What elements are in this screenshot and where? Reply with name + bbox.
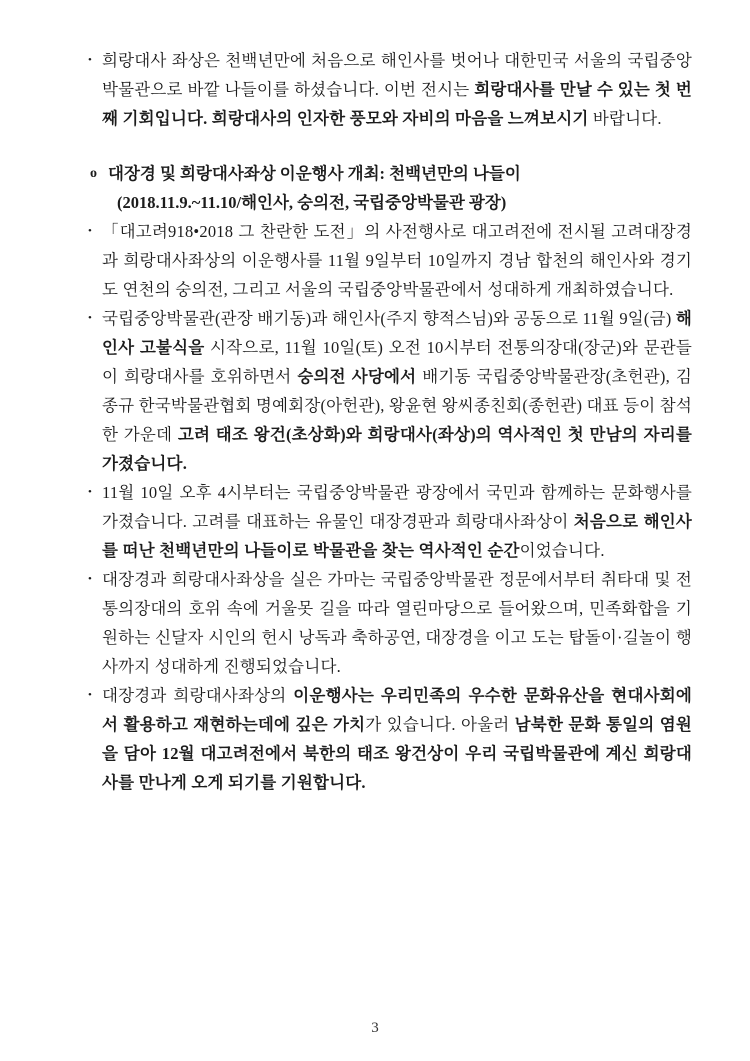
bold-text-run: 이운행사는 우리민족의 우수한 문화유산을 현대사회에서 활용하고 재현하는데에 깊은 가치 <box>102 686 693 734</box>
bullet-paragraph <box>88 681 692 797</box>
paragraph-text <box>102 565 692 681</box>
heading-marker: o <box>90 166 97 181</box>
paragraph-text <box>102 304 692 478</box>
document-body <box>88 46 692 797</box>
bullet-paragraph <box>88 217 692 304</box>
bullet-paragraph <box>88 565 692 681</box>
section-heading-title <box>88 159 692 188</box>
text-run: 국립중앙박물관(관장 배기동)과 해인사(주지 향적스님)와 공동으로 11월 9일(금) <box>102 309 676 328</box>
paragraph-text <box>102 217 692 304</box>
text-run: 배기동 국립중앙박물관장(초헌관), 김종규 한국박물관협회 명예회장(아헌관), 왕윤현 왕씨종친회(종헌관) 대표 등이 참석한 가운데 <box>102 367 692 444</box>
bullet-marker: • <box>88 689 92 701</box>
page-number: 3 <box>371 1020 379 1036</box>
text-run: 11월 10일 오후 4시부터는 국립중앙박물관 광장에서 국민과 함께하는 문화행사를 가졌습니다. 고려를 대표하는 유물인 대장경판과 희랑대사좌상이 <box>102 483 692 531</box>
paragraph-text <box>102 46 692 133</box>
bullet-marker: • <box>88 312 92 324</box>
section-heading <box>88 159 692 217</box>
bold-text-run: 숭의전 사당에서 <box>297 367 417 386</box>
text-run: 희랑대사 좌상은 천백년만에 처음으로 해인사를 벗어나 대한민국 서울의 국립중앙박물관으로 바깥 나들이를 하셨습니다. 이번 전시는 <box>102 51 692 99</box>
bold-text-run: 희랑대사를 만날 수 있는 첫 번째 기회입니다. 희랑대사의 인자한 풍모와 자비의 마음을 느껴보시기 <box>102 80 692 128</box>
bullet-paragraph <box>88 304 692 478</box>
bold-text-run: 해인사 고불식을 <box>102 309 692 357</box>
bold-text-run: 남북한 문화 통일의 염원을 담아 12월 대고려전에서 북한의 태조 왕건상이 우리 국립박물관에 계신 희랑대사를 만나게 오게 되기를 기원합니다. <box>102 715 692 792</box>
text-run: 대장경과 희랑대사좌상을 실은 가마는 국립중앙박물관 정문에서부터 취타대 및 전통의장대의 호위 속에 거울못 길을 따라 열린마당으로 들어왔으며, 민족화합을 기원하는 신달자 시인의 헌시 낭독과 축하공연, 대장경을 이고 도는 탑돌이·길놀이 행사까지 성대하게 진행되었습니다. <box>102 570 692 676</box>
section-heading-subtitle: (2018.11.9.~11.10/해인사, 숭의전, 국립중앙박물관 광장) <box>117 193 507 212</box>
bullet-paragraph <box>88 46 692 133</box>
text-run: 바랍니다. <box>588 109 662 128</box>
paragraph-text <box>102 681 692 797</box>
text-run: 대장경과 희랑대사좌상의 <box>102 686 294 705</box>
text-run: 이었습니다. <box>519 541 605 560</box>
bullet-marker: • <box>88 486 92 498</box>
bullet-marker: • <box>88 54 92 66</box>
bullet-marker: • <box>88 225 92 237</box>
bullet-marker: • <box>88 573 92 585</box>
bold-text-run: 처음으로 해인사를 떠난 천백년만의 나들이로 박물관을 찾는 역사적인 순간 <box>102 512 692 560</box>
heading-title-text: 대장경 및 희랑대사좌상 이운행사 개최: 천백년만의 나들이 <box>108 164 521 183</box>
text-run: 가 있습니다. 아울러 <box>365 715 515 734</box>
paragraph-text <box>102 478 692 565</box>
text-run: 시작으로, 11월 10일(토) 오전 10시부터 전통의장대(장군)와 문관들이 희랑대사를 호위하면서 <box>102 338 692 386</box>
bullet-paragraph <box>88 478 692 565</box>
text-run: 「대고려918•2018 그 찬란한 도전」의 사전행사로 대고려전에 전시될 고려대장경과 희랑대사좌상의 이운행사를 11월 9일부터 10일까지 경남 합천의 해인사와 경기도 연천의 숭의전, 그리고 서울의 국립중앙박물관에서 성대하게 개최하였습니다. <box>102 222 692 299</box>
bold-text-run: 고려 태조 왕건(초상화)와 희랑대사(좌상)의 역사적인 첫 만남의 자리를 가졌습니다. <box>102 425 692 473</box>
